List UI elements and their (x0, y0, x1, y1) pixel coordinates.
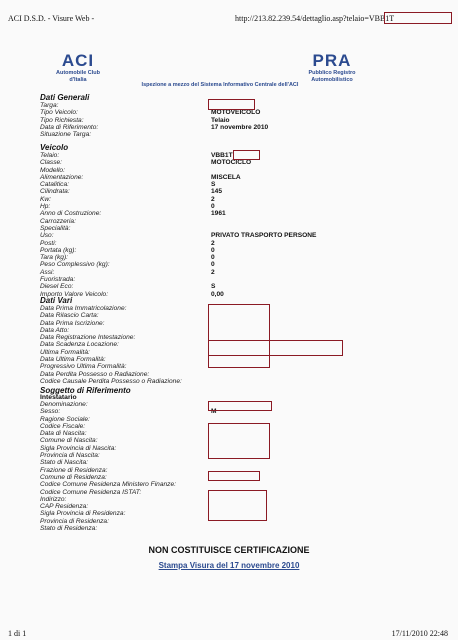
redaction-box-dates (208, 304, 270, 368)
field-value: 0,00 (211, 290, 224, 298)
redaction-box-formalita (208, 340, 343, 356)
pra-logo-line2: Automobilistico (311, 76, 353, 83)
field-label: Ragione Sociale: (40, 415, 90, 423)
redaction-box-targa (208, 99, 255, 110)
field-value (211, 167, 411, 174)
field-value: 17 novembre 2010 (211, 123, 269, 131)
field-value: MOTOVEICOLO (211, 109, 261, 117)
field-label: Data Perdita Possesso o Radiazione: (40, 370, 150, 378)
field-label: Importo Valore Veicolo: (40, 290, 109, 298)
field-label: Sigla Provincia di Residenza: (40, 510, 126, 518)
field-label: Situazione Targa: (40, 131, 92, 139)
field-value (211, 225, 411, 232)
pra-logo-text: PRA (312, 51, 352, 70)
field-value (211, 525, 411, 532)
field-label: Codice Comune Residenza ISTAT: (40, 488, 142, 496)
redaction-box-telaio (233, 150, 260, 160)
field-label: Carrozzeria: (40, 217, 76, 225)
page-subtitle: Ispezione a mezzo del Sistema Informativo Centrale dell'ACI (141, 82, 299, 88)
field-label: Codice Causale Perdita Possesso o Radiazione: (40, 377, 182, 385)
field-value (211, 481, 411, 488)
field-value (211, 416, 411, 423)
field-label: Tipo Richiesta: (40, 116, 84, 124)
field-label: Diesel Eco: (40, 283, 74, 291)
field-label: Cilindrata: (40, 188, 70, 196)
soggetto-labels (40, 401, 215, 532)
redaction-box-comune-residenza (208, 471, 260, 481)
field-label: Catalitica: (40, 181, 69, 189)
field-label: Specialità: (40, 224, 71, 232)
field-label: Alimentazione: (40, 173, 84, 181)
field-label: Telaio: (40, 152, 60, 159)
field-label: Comune di Residenza: (40, 473, 107, 481)
field-label: Denominazione: (40, 401, 88, 408)
field-label: Data Rilascio Carta: (40, 312, 99, 320)
print-header-title: ACI D.S.D. - Visure Web - (8, 14, 95, 23)
field-label: Hp: (40, 203, 51, 211)
field-label: Sesso: (40, 408, 61, 416)
print-footer-timestamp: 17/11/2010 22:48 (391, 629, 448, 638)
non-certificazione-notice: NON COSTITUISCE CERTIFICAZIONE (148, 545, 310, 555)
print-header-url: http://213.82.239.54/dettaglio.asp?telaio=VBB1T (235, 14, 395, 23)
field-value: 0 (211, 246, 215, 254)
field-label: Targa: (40, 102, 59, 109)
field-value: MOTOCICLO (211, 159, 252, 167)
field-label: Data Ultima Formalità: (40, 356, 106, 364)
redaction-box-url (384, 12, 452, 24)
field-value (211, 218, 411, 225)
field-value (211, 276, 411, 283)
field-value: 145 (211, 188, 223, 196)
field-value: S (211, 181, 216, 189)
field-label: Anno di Costruzione: (40, 210, 102, 218)
field-label: Codice Comune Residenza Ministero Finanze: (40, 481, 176, 489)
aci-logo (48, 52, 108, 83)
field-label: Stato di Nascita: (40, 459, 89, 467)
field-label: Assi: (40, 268, 55, 276)
veicolo-values (211, 152, 411, 298)
redaction-box-denominazione (208, 401, 272, 411)
field-label: Uso: (40, 232, 54, 240)
pra-logo-line1: Pubblico Registro (308, 70, 356, 76)
intestatario-label: Intestatario (40, 394, 77, 401)
field-label: Kw: (40, 195, 51, 203)
field-value: 2 (211, 268, 215, 276)
field-label: Data Registrazione Intestazione: (40, 334, 136, 342)
aci-logo-line1: Automobile Club (56, 70, 100, 76)
print-footer-page: 1 di 1 (8, 629, 27, 638)
field-label: Data di Riferimento: (40, 123, 99, 131)
field-label: Provincia di Nascita: (40, 452, 100, 460)
field-value: M (211, 408, 217, 416)
dati-generali-labels (40, 102, 215, 138)
field-value: 0 (211, 203, 215, 211)
field-value: 2 (211, 239, 215, 247)
stampa-visura-link[interactable]: Stampa Visura del 17 novembre 2010 (158, 561, 300, 570)
pra-logo (298, 52, 366, 83)
field-value: 2 (211, 195, 215, 203)
section-title-dati-vari: Dati Vari (40, 296, 73, 305)
field-label: Classe: (40, 159, 62, 167)
section-title-soggetto: Soggetto di Riferimento (40, 386, 131, 395)
field-label: Codice Fiscale: (40, 422, 86, 430)
field-label: CAP Residenza: (40, 503, 89, 511)
field-label: Data Prima Immatricolazione: (40, 305, 127, 312)
aci-logo-line2: d'Italia (69, 76, 87, 83)
field-label: Stato di Residenza: (40, 525, 98, 533)
field-value (211, 459, 411, 466)
dati-vari-labels (40, 305, 215, 385)
section-title-veicolo: Veicolo (40, 143, 69, 152)
field-value (211, 131, 411, 138)
field-label: Indirizzo: (40, 495, 67, 503)
field-label: Ultima Formalità: (40, 348, 90, 356)
field-label: Data Prima Iscrizione: (40, 319, 105, 327)
field-label: Posti: (40, 239, 57, 247)
field-label: Fuoristrada: (40, 276, 76, 284)
field-label: Tipo Veicolo: (40, 109, 78, 117)
redaction-box-fiscale-nascita (208, 423, 270, 459)
field-value: Telaio (211, 116, 230, 124)
field-value: VBB1T (211, 152, 233, 159)
field-label: Comune di Nascita: (40, 437, 98, 445)
field-label: Data Atto: (40, 326, 70, 334)
veicolo-labels (40, 152, 215, 298)
field-label: Portata (kg): (40, 246, 77, 254)
field-label: Progressivo Ultima Formalità: (40, 363, 127, 371)
field-value: 0 (211, 261, 215, 269)
field-value: MISCELA (211, 173, 241, 181)
field-label: Frazione di Residenza: (40, 466, 108, 474)
field-label: Data Scadenza Locazione: (40, 341, 119, 349)
field-label: Data di Nascita: (40, 430, 87, 438)
aci-logo-text: ACI (61, 51, 95, 70)
redaction-box-indirizzo (208, 490, 267, 521)
field-label: Sigla Provincia di Nascita: (40, 444, 117, 452)
field-value: 0 (211, 254, 215, 262)
field-label: Modello: (40, 166, 65, 174)
section-title-dati-generali: Dati Generali (40, 93, 90, 102)
field-value: 1961 (211, 210, 226, 218)
field-value: S (211, 283, 216, 291)
field-value: PRIVATO TRASPORTO PERSONE (211, 232, 317, 240)
field-label: Peso Complessivo (kg): (40, 261, 110, 269)
field-label: Provincia di Residenza: (40, 517, 109, 525)
field-label: Tara (kg): (40, 254, 68, 262)
